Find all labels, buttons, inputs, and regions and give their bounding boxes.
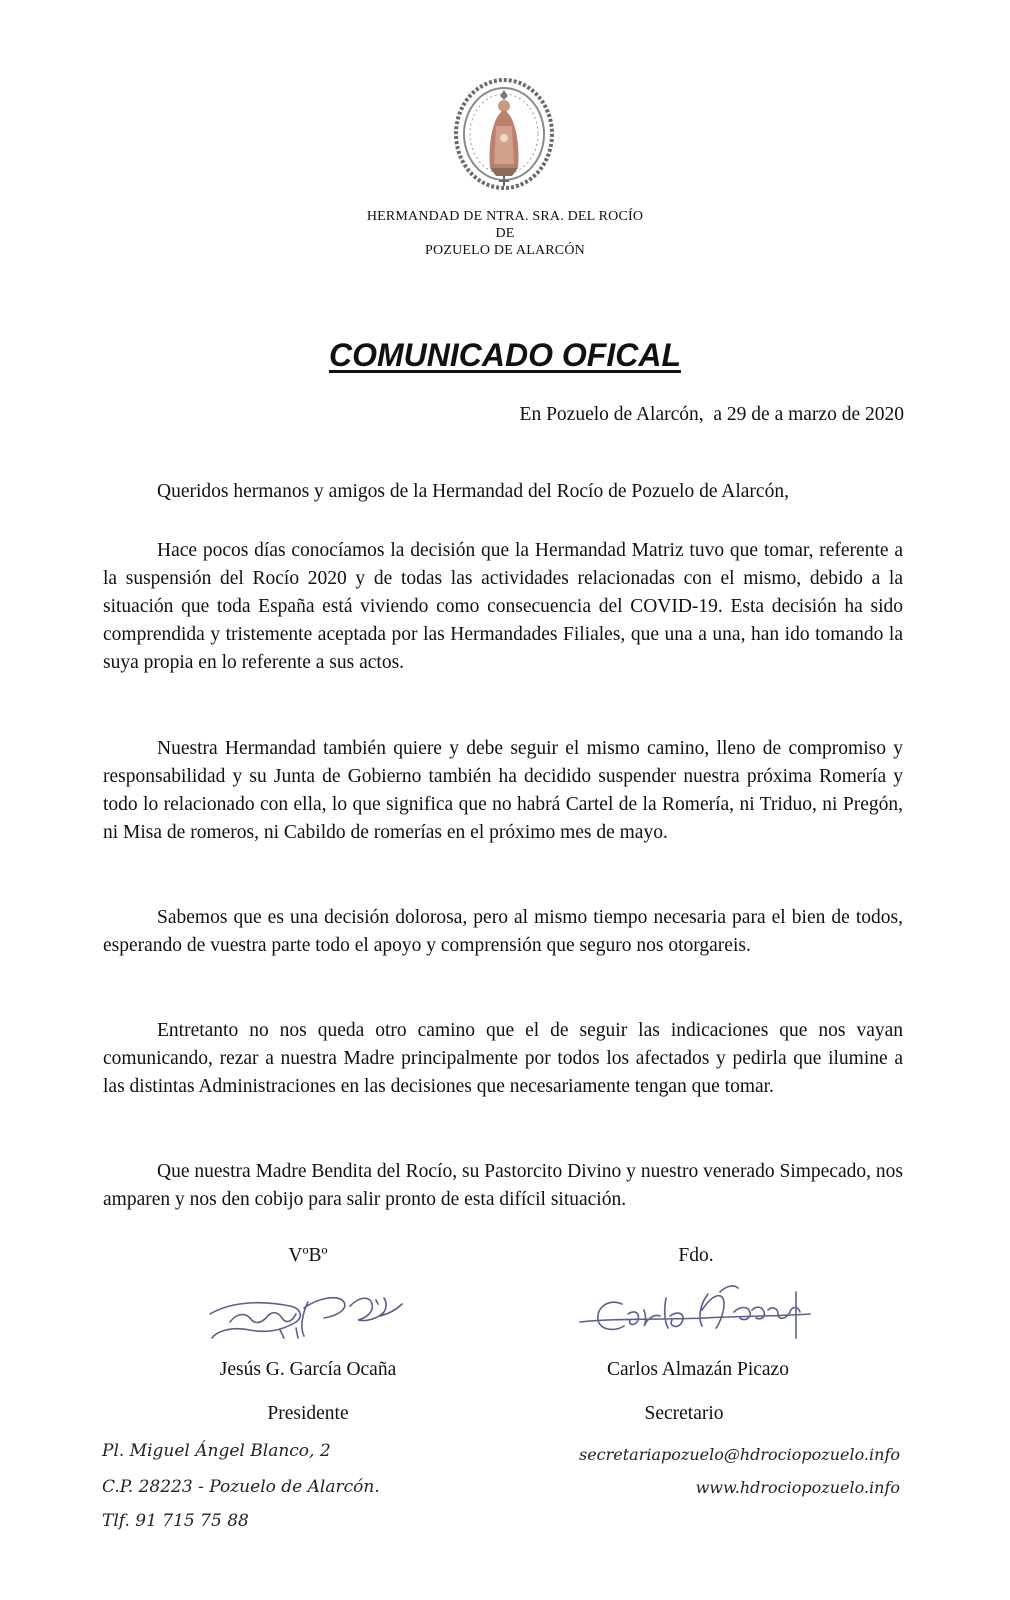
letterhead-line-3: POZUELO DE ALARCÓN bbox=[425, 243, 585, 258]
secretary-role: Secretario bbox=[644, 1403, 724, 1424]
president-role: Presidente bbox=[267, 1403, 349, 1424]
letterhead-line-2: DE bbox=[495, 226, 515, 241]
footer-email-link[interactable]: secretariapozuelo@hdrociopozuelo.info bbox=[578, 1445, 900, 1464]
paragraph-2: Nuestra Hermandad también quiere y debe seguir el mismo camino, lleno de compromiso y responsabilidad y su Junta de Gobierno también ha decidido suspender nuestra próxima Romería y todo lo relacionado con ella, lo que significa que no habrá Cartel de la Romería, ni Triduo, ni Pregón, ni Misa de romeros, ni Cabildo de romerías en el próximo mes de mayo. bbox=[103, 738, 903, 843]
president-name: Jesús G. García Ocaña bbox=[219, 1359, 397, 1380]
paragraph-3: Sabemos que es una decisión dolorosa, pero al mismo tiempo necesaria para el bien de todos, esperando de vuestra parte todo el apoyo y comprensión que seguro nos otorgareis. bbox=[103, 907, 903, 956]
footer-address: Pl. Miguel Ángel Blanco, 2 bbox=[102, 1441, 331, 1461]
document-title: COMUNICADO OFICAL bbox=[329, 337, 681, 373]
paragraph-1: Hace pocos días conocíamos la decisión que la Hermandad Matriz tuvo que tomar, referente a la suspensión del Rocío 2020 y de todas las actividades relacionadas con el mismo, debido a la situación que toda España está viviendo como consecuencia del COVID-19. Esta decisión ha sido comprendida y tristemente aceptada por las Hermandades Filiales, que una a una, han ido tomando la suya propia en lo referente a sus actos. bbox=[103, 540, 903, 673]
letterhead-line-1: HERMANDAD DE NTRA. SRA. DEL ROCÍO bbox=[366, 209, 644, 224]
secretary-name: Carlos Almazán Picazo bbox=[607, 1359, 789, 1380]
secretary-signature bbox=[574, 1270, 814, 1350]
letterhead bbox=[0, 208, 1010, 259]
paragraph-5: Que nuestra Madre Bendita del Rocío, su Pastorcito Divino y nuestro venerado Simpecado, nos amparen y nos den cobijo para salir pronto de esta difícil situación. bbox=[103, 1161, 903, 1210]
fdo-label: Fdo. bbox=[678, 1245, 714, 1266]
brotherhood-crest-icon bbox=[452, 76, 556, 192]
salutation: Queridos hermanos y amigos de la Hermandad del Rocío de Pozuelo de Alarcón, bbox=[157, 481, 789, 502]
president-signature bbox=[200, 1272, 420, 1352]
footer-web-link[interactable]: www.hdrociopozuelo.info bbox=[695, 1478, 900, 1497]
date-line: En Pozuelo de Alarcón, a 29 de a marzo de 2020 bbox=[519, 404, 904, 425]
vobo-label: VºBº bbox=[288, 1245, 328, 1266]
footer-phone: Tlf. 91 715 75 88 bbox=[102, 1511, 249, 1531]
footer-postal: C.P. 28223 - Pozuelo de Alarcón. bbox=[102, 1477, 380, 1497]
paragraph-4: Entretanto no nos queda otro camino que el de seguir las indicaciones que nos vayan comunicando, rezar a nuestra Madre principalmente por todos los afectados y pedirla que ilumine a las distintas Administraciones en las decisiones que necesariamente tengan que tomar. bbox=[103, 1020, 903, 1097]
